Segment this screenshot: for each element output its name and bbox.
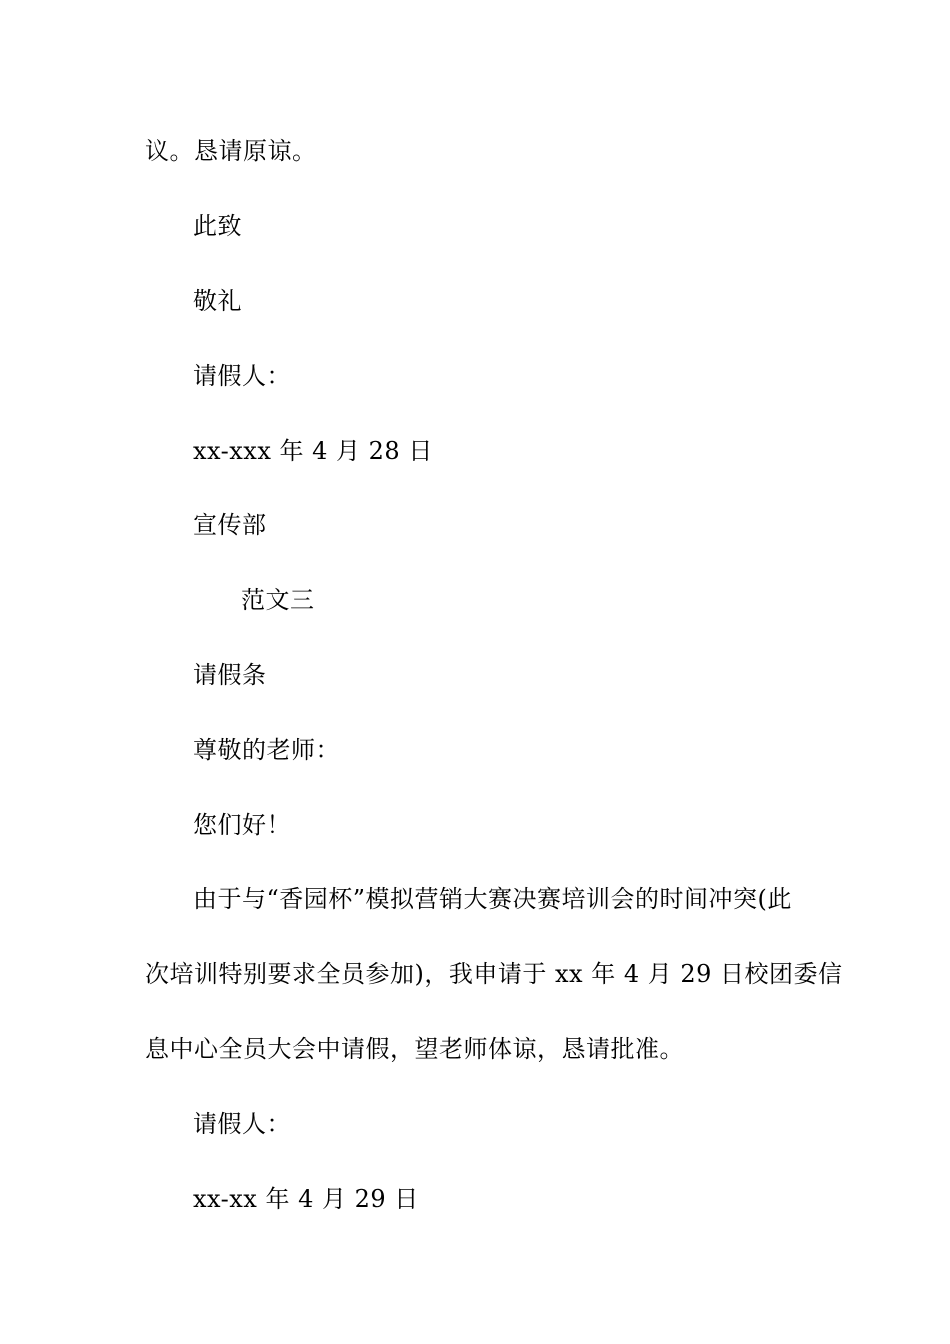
body-paragraph-line-3: 息中心全员大会中请假，望老师体谅，恳请批准。 (145, 1035, 684, 1063)
text-line-applicant-label-2: 请假人： (193, 1110, 291, 1138)
text-line-leave-note-title: 请假条 (193, 661, 267, 689)
text-line-applicant-label: 请假人： (193, 362, 291, 390)
body-paragraph-line-2: 次培训特别要求全员参加)，我申请于 xx 年 4 月 29 日校团委信 (145, 960, 843, 988)
body-paragraph-line-1: 由于与“香园杯”模拟营销大赛决赛培训会的时间冲突(此 (193, 885, 792, 913)
text-line-department: 宣传部 (193, 511, 267, 539)
text-line-closing-apology: 议。恳请原谅。 (145, 137, 317, 165)
text-line-greeting: 尊敬的老师： (193, 736, 340, 764)
text-line-salutation-jingli: 敬礼 (193, 287, 242, 315)
text-line-date-2: xx-xx 年 4 月 29 日 (193, 1185, 419, 1213)
section-heading: 范文三 (241, 586, 315, 614)
text-line-salutation-cizhi: 此致 (193, 212, 242, 240)
text-line-hello: 您们好！ (193, 811, 291, 839)
text-line-date-1: xx-xxx 年 4 月 28 日 (193, 437, 433, 465)
